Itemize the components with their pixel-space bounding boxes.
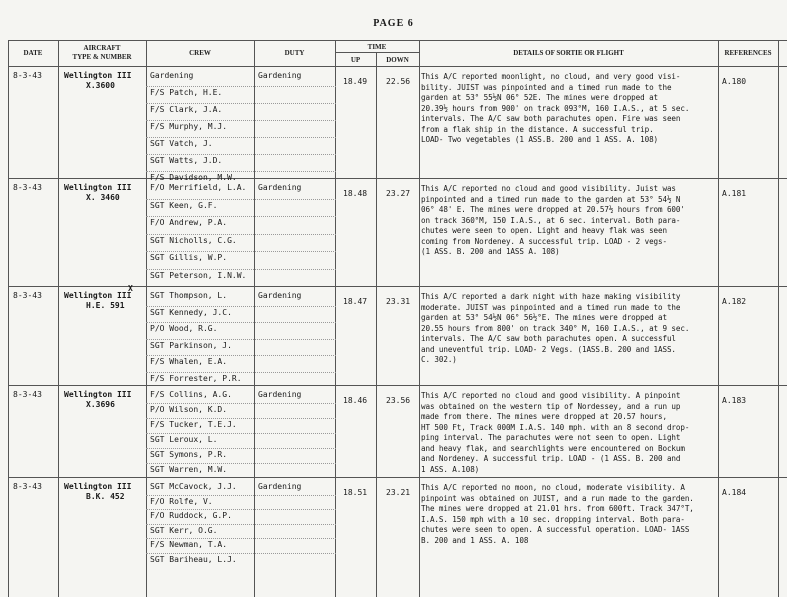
time-up: 18.47 — [343, 297, 368, 306]
col-line — [376, 52, 377, 597]
crew-rule — [146, 418, 336, 419]
detail-line: pinpoint was obtained on JUIST, and a run made to the garden. — [421, 493, 694, 503]
entry-separator — [8, 286, 787, 287]
detail-line: coming from Nordeney. A successful trip. LOAD - 2 vegs- — [421, 236, 667, 246]
aircraft-type: Wellington III — [64, 183, 132, 192]
detail-line: pinpointed and a timed run made to the garden at 53° 54½ N — [421, 194, 681, 204]
detail-line: This A/C reported no cloud and good visibility. Juist was — [421, 184, 676, 193]
duty: Gardening — [258, 482, 302, 491]
crew-member: SGT Symons, P.R. — [150, 450, 228, 459]
aircraft-number: X. 3460 — [86, 193, 120, 202]
aircraft-number: X.3696 — [86, 400, 115, 409]
crew-rule — [146, 251, 336, 252]
time-down: 23.56 — [386, 396, 411, 405]
detail-line: and Nordeney. A successful trip. LOAD - (1 ASS. B. 200 and — [421, 454, 681, 463]
crew-rule — [146, 448, 336, 449]
detail-line: C. 302.) — [421, 355, 457, 364]
aircraft-type: Wellington III — [64, 390, 132, 399]
crew-rule — [146, 509, 336, 510]
detail-line: chutes were seen to open. Light and heavy flak was seen — [421, 226, 667, 235]
entry-date: 8-3-43 — [13, 390, 42, 399]
col-line — [8, 40, 9, 597]
crew-rule — [146, 120, 336, 121]
header-date: DATE — [23, 49, 43, 57]
reference: A.180 — [722, 77, 747, 86]
detail-line: This A/C reported no moon, no cloud, moderate visibility. A — [421, 483, 685, 492]
detail-line: 1 ASS. A.108) — [421, 464, 480, 474]
crew-member: F/S Newman, T.A. — [150, 540, 228, 549]
detail-line: 20.39½ hours from 900' on track 093°M, 160 I.A.S., at 5 sec. — [421, 103, 690, 113]
detail-line: garden at 53° 54½N 06° 56½°E. The mines were dropped at — [421, 313, 667, 322]
entry-separator — [8, 477, 787, 478]
header-duty: DUTY — [284, 49, 305, 57]
detail-line: This A/C reported moonlight, no cloud, and very good visi- — [421, 72, 681, 81]
detail-line: I.A.S. 150 mph with a 10 sec. dropping interval. Both para- — [421, 514, 685, 524]
col-line — [146, 40, 147, 597]
crew-member: P/O Wilson, K.D. — [150, 405, 228, 414]
detail-line: garden at 53° 55½N 06° 52E. The mines were dropped at — [421, 93, 659, 102]
detail-line: on track 360°M, 150 I.A.S., at 6 sec. interval. Both para- — [421, 215, 681, 225]
crew-rule — [146, 403, 336, 404]
crew-member: F/O Ruddock, G.P. — [150, 511, 232, 520]
header-crew: CREW — [189, 49, 211, 57]
crew-rule — [146, 137, 336, 138]
detail-line: 20.55 hours from 800' on track 340° M, 160 I.A.S., at 9 sec. — [421, 323, 690, 333]
header-aircraft-line1: AIRCRAFT — [83, 44, 121, 52]
reference: A.182 — [722, 297, 747, 306]
header-references: REFERENCES — [724, 49, 772, 57]
detail-line: This A/C reported no cloud and good visibility. A pinpoint — [421, 391, 681, 400]
header-time: TIME — [367, 43, 387, 51]
crew-rule — [146, 199, 336, 200]
crew-member: F/S Davidson, M.W. — [150, 173, 237, 182]
crew-rule — [146, 269, 336, 270]
crew-member: SGT Watts, J.D. — [150, 156, 223, 165]
header-aircraft — [58, 44, 146, 62]
time-down: 23.27 — [386, 189, 411, 198]
detail-line: 06° 48' E. The mines were dropped at 20.57½ hours from 600' — [421, 205, 685, 214]
detail-line: B. 200 and 1 ASS. A. 108 — [421, 535, 529, 545]
col-line — [778, 40, 779, 597]
crew-member: Gardening — [150, 71, 194, 80]
aircraft-type: Wellington III — [64, 482, 132, 491]
col-line — [58, 40, 59, 597]
crew-member: SGT McCavock, J.J. — [150, 482, 237, 491]
duty: Gardening — [258, 71, 302, 80]
crew-rule — [146, 234, 336, 235]
col-line — [254, 40, 255, 597]
page-title: PAGE 6 — [373, 18, 414, 29]
crew-rule — [146, 433, 336, 434]
header-top-rule — [8, 40, 787, 41]
detail-line: and heavy flak, and searchlights were encountered on Bockum — [421, 443, 685, 453]
crew-member: F/S Clark, J.A. — [150, 105, 223, 114]
time-up: 18.48 — [343, 189, 368, 198]
duty: Gardening — [258, 390, 302, 399]
detail-line: intervals. The A/C saw both parachutes open. Fire was seen — [421, 114, 681, 123]
crew-member: SGT Vatch, J. — [150, 139, 213, 148]
crew-member: F/S Whalen, E.A. — [150, 357, 228, 366]
crew-member: SGT Leroux, L. — [150, 435, 218, 444]
detail-line: intervals. The A/C saw both parachutes open. A successful — [421, 334, 676, 343]
crew-member: F/S Tucker, T.E.J. — [150, 420, 237, 429]
crew-member: SGT Warren, M.W. — [150, 465, 228, 474]
reference: A.184 — [722, 488, 747, 497]
detail-line: was obtained on the western tip of Nordessey, and a run up — [421, 401, 681, 411]
crew-rule — [146, 154, 336, 155]
crew-member: P/O Wood, R.G. — [150, 324, 218, 333]
time-down: 23.31 — [386, 297, 411, 306]
aircraft-number: X.3600 — [86, 81, 115, 90]
crew-rule — [146, 355, 336, 356]
detail-line: from a flak ship in the distance. A successful trip. — [421, 124, 654, 134]
entry-date: 8-3-43 — [13, 291, 42, 300]
aircraft-type: Wellington III — [64, 71, 132, 80]
time-split-rule — [335, 52, 419, 53]
header-up: UP — [350, 56, 361, 64]
detail-line: This A/C reported a dark night with haze making visibility — [421, 292, 681, 301]
crew-rule — [146, 171, 336, 172]
crew-rule — [146, 538, 336, 539]
col-line — [718, 40, 719, 597]
crew-rule — [146, 306, 336, 307]
crew-rule — [146, 103, 336, 104]
col-line — [419, 40, 420, 597]
reference: A.181 — [722, 189, 747, 198]
aircraft-type: Wellington III — [64, 291, 132, 300]
crew-member: SGT Thompson, L. — [150, 291, 228, 300]
duty: Gardening — [258, 291, 302, 300]
entry-separator — [8, 385, 787, 386]
crew-rule — [146, 372, 336, 373]
duty: Gardening — [258, 183, 302, 192]
time-up: 18.49 — [343, 77, 368, 86]
entry-date: 8-3-43 — [13, 183, 42, 192]
crew-member: SGT Kerr, O.G. — [150, 525, 218, 535]
detail-line: ping interval. The parachutes were not seen to open. Light — [421, 433, 681, 442]
crew-member: F/O Rolfe, V. — [150, 496, 213, 506]
crew-member: F/S Murphy, M.J. — [150, 122, 228, 131]
crew-member: F/S Forrester, P.R. — [150, 373, 242, 383]
crew-rule — [146, 495, 336, 496]
reference: A.183 — [722, 396, 747, 405]
crew-member: SGT Parkinson, J. — [150, 340, 232, 350]
entry-date: 8-3-43 — [13, 71, 42, 80]
header-details: DETAILS OF SORTIE OR FLIGHT — [513, 49, 624, 57]
time-down: 22.56 — [386, 77, 411, 86]
header-aircraft-line2: TYPE & NUMBER — [72, 53, 132, 61]
time-up: 18.46 — [343, 396, 368, 405]
time-down: 23.21 — [386, 488, 411, 497]
detail-line: (1 ASS. B. 200 and 1ASS A. 108) — [421, 247, 560, 256]
time-up: 18.51 — [343, 488, 368, 497]
crew-rule — [146, 86, 336, 87]
crew-member: F/S Patch, H.E. — [150, 88, 223, 97]
crew-member: F/S Collins, A.G. — [150, 390, 232, 399]
crew-member: SGT Keen, G.F. — [150, 200, 218, 210]
crew-member: SGT Bariheau, L.J. — [150, 554, 237, 564]
aircraft-mark: X — [128, 284, 133, 293]
detail-line: and uneventful trip. LOAD- 2 Vegs. (1ASS.B. 200 and 1ASS. — [421, 344, 676, 354]
crew-rule — [146, 463, 336, 464]
detail-line: made from there. The mines were dropped at 20.57 hours, — [421, 412, 667, 421]
crew-rule — [146, 553, 336, 554]
aircraft-number: H.E. 591 — [86, 301, 125, 310]
detail-line: LOAD- Two vegetables (1 ASS.B. 200 and 1 ASS. A. 108) — [421, 135, 659, 144]
crew-member: SGT Gillis, W.P. — [150, 253, 228, 262]
entry-separator — [8, 178, 787, 179]
crew-rule — [146, 524, 336, 525]
detail-line: chutes were seen to open. A successful operation. LOAD- 1ASS — [421, 525, 690, 534]
crew-rule — [146, 322, 336, 323]
crew-member: SGT Peterson, I.N.W. — [150, 270, 247, 280]
detail-line: HT 500 Ft, Track 000M I.A.S. 140 mph. with an 8 second drop- — [421, 422, 690, 432]
detail-line: moderate. JUIST was pinpointed and a timed run made to the — [421, 302, 681, 312]
detail-line: The mines were dropped at 21.01 hrs. from 600ft. Track 347°T, — [421, 504, 694, 513]
crew-member: SGT Nicholls, C.G. — [150, 235, 237, 245]
crew-member: F/O Merrifield, L.A. — [150, 183, 247, 192]
crew-member: F/O Andrew, P.A. — [150, 218, 228, 227]
entry-date: 8-3-43 — [13, 482, 42, 491]
header-down: DOWN — [386, 56, 409, 64]
detail-line: bility. JUIST was pinpointed and a timed run made to the — [421, 82, 672, 92]
crew-rule — [146, 339, 336, 340]
crew-rule — [146, 216, 336, 217]
col-line — [335, 40, 336, 597]
aircraft-number: B.K. 452 — [86, 492, 125, 501]
crew-member: SGT Kennedy, J.C. — [150, 307, 232, 317]
header-bottom-rule — [8, 66, 787, 67]
